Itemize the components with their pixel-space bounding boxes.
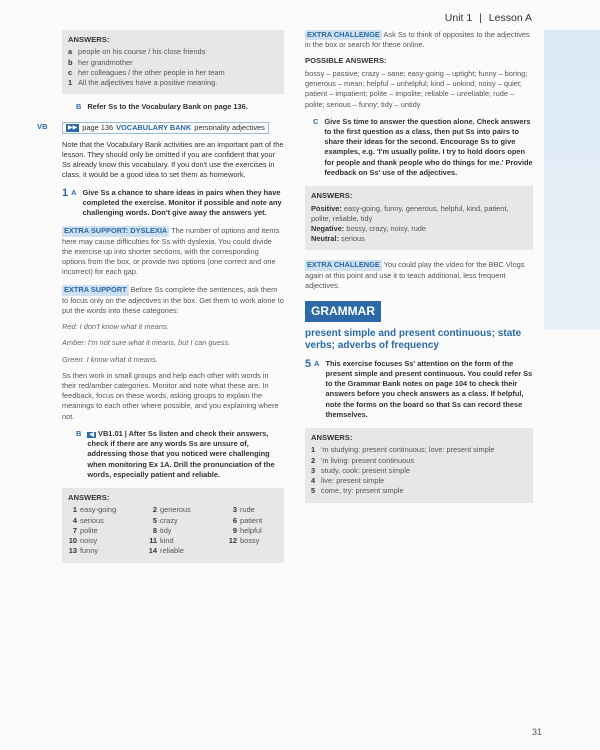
answer-text: All the adjectives have a positive meaning. — [78, 78, 218, 88]
exercise-number: 1 — [62, 186, 69, 199]
answer-key: c — [68, 67, 73, 77]
extra-support — [62, 285, 284, 316]
unit-label: Unit 1 — [444, 12, 473, 24]
answers-box-2 — [62, 488, 284, 563]
answer-text: serious — [80, 515, 104, 525]
page-number: 31 — [531, 726, 542, 737]
answer-cell — [228, 536, 288, 546]
answer-text: rude — [240, 505, 255, 515]
answer-cell — [148, 546, 228, 556]
answer-cell — [148, 526, 228, 536]
answer-line — [311, 456, 527, 466]
answer-key: 8 — [152, 525, 157, 535]
answer-text: her grandmother — [78, 57, 133, 67]
answer-key: 3 — [232, 505, 237, 515]
answer-key: 7 — [72, 525, 77, 535]
possible-answers-text: bossy – passive; crazy – sane; easy-going – uptight; funny – boring; generous – mean; helpful – unhelpful; kind – unkind; noisy – quiet; patient – impatient; polite – impolite; reliable – unreliable; rude – polite; serious – funny; tidy – untidy — [305, 68, 528, 109]
exercise-c — [305, 117, 533, 178]
answers-box-4 — [305, 428, 533, 503]
answer-row — [311, 234, 527, 244]
vocabulary-bank-ref — [37, 121, 284, 134]
exercise-b-vb — [62, 429, 284, 480]
answer-text: easy-going, funny, generous, helpful, kind, patient, polite, reliable, tidy — [311, 203, 509, 223]
audio-code: VB1.01 — [98, 428, 123, 438]
answer-cell — [228, 516, 288, 526]
answer-text: crazy — [160, 515, 178, 525]
answer-key: Negative: — [311, 224, 345, 233]
answer-text: people on his course / his close friends — [78, 47, 206, 57]
answer-text: bossy — [240, 536, 260, 546]
exercise-letter: B — [76, 428, 82, 438]
answer-line — [311, 466, 527, 476]
exercise-text: This exercise focuses Ss' attention on the form of the present simple and present continuous. You could refer Ss to the Grammar Bank notes on page 104 to check their answers before you check answers as a class. If helpful, note the forms on the board so that Ss can record these themselves. — [325, 358, 533, 419]
exercise-body: ◀ VB1.01 | After Ss listen and check their answers, check if there are any words Ss are unsure of, addressing those that you noticed were challenging when monitoring Ex 1A. Drill the pronunciation of the words, especially patient and reliable. — [87, 428, 275, 479]
answer-key: 3 — [311, 465, 316, 475]
answer-cell — [68, 536, 148, 546]
vb-box — [62, 122, 269, 134]
extra-challenge-1 — [305, 30, 533, 50]
answer-text: 'm living: present continuous — [321, 455, 415, 465]
exercise-b-refer — [62, 102, 284, 112]
vb-page: page 136 — [82, 122, 114, 132]
answer-cell — [228, 526, 288, 536]
answer-line — [68, 68, 278, 78]
answer-text: funny — [80, 546, 99, 556]
answer-text: helpful — [240, 525, 262, 535]
answer-key: Neutral: — [311, 234, 339, 244]
answer-key: 12 — [228, 536, 237, 546]
support-text: The number of options and items here may cause difficulties for Ss with dyslexia. You could divide the exercise up into shorter sections, with the corresponding options from the box, or provide two options (one correct and one incorrect) for each gap. — [62, 226, 280, 277]
vb-title: VOCABULARY BANK — [116, 122, 192, 132]
grammar-subtitle: present simple and present continuous; state verbs; adverbs of frequency — [305, 327, 522, 351]
answer-line — [68, 47, 278, 57]
answer-key: 5 — [311, 486, 316, 496]
answers-box-3 — [305, 186, 533, 250]
possible-answers-heading: POSSIBLE ANSWERS: — [305, 56, 387, 66]
extra-support-dyslexia — [62, 226, 284, 277]
lesson-label: Lesson A — [488, 12, 532, 24]
audio-icon: ◀ — [89, 431, 94, 438]
exercise-5a — [305, 359, 533, 420]
answer-key: 1 — [68, 78, 73, 88]
answer-key: 10 — [68, 536, 77, 546]
answer-text: reliable — [160, 546, 184, 556]
answer-key: 1 — [311, 445, 316, 455]
vb-topic: personality adjectives — [194, 122, 265, 132]
answer-key: 14 — [148, 546, 157, 556]
category-amber: Amber: I'm not sure what it means, but I can guess. — [62, 338, 231, 348]
right-column — [305, 30, 533, 503]
exercise-number: 5 — [305, 357, 312, 370]
answer-key: b — [68, 57, 73, 67]
support-tag: EXTRA SUPPORT — [64, 285, 127, 295]
vb-note: Note that the Vocabulary Bank activities are an important part of the lesson. They should only be omitted if you are confident that your Ss already know this vocabulary. If you don't use the exercises in class, it would be a good idea to set them as homework. — [62, 139, 284, 180]
answer-cell — [68, 546, 148, 556]
answer-cell — [148, 536, 228, 546]
answers-heading: ANSWERS: — [68, 492, 110, 502]
challenge-text: Ask Ss to think of opposites to the adjectives in the box or search for these online. — [305, 30, 530, 50]
category-green: Green: I know what it means. — [62, 354, 158, 364]
answer-cell — [68, 516, 148, 526]
answer-key: 9 — [232, 525, 237, 535]
exercise-text: After Ss listen and check their answers, check if there are any words Ss are unsure of, addressing those that you noticed were challenging when monitoring Ex 1A. Drill the pronunciation of the words, especially patient and reliable. — [87, 428, 275, 479]
answers-box-1 — [62, 30, 284, 94]
answer-row — [311, 224, 527, 234]
answer-key: Positive: — [311, 203, 342, 213]
answers-grid — [68, 505, 278, 556]
answer-text: bossy, crazy, noisy, rude — [346, 224, 427, 233]
answer-cell — [228, 505, 288, 515]
answer-text: come, try: present simple — [321, 486, 404, 496]
header-sep: | — [479, 12, 482, 24]
answer-key: 2 — [311, 455, 316, 465]
grammar-heading: GRAMMAR — [305, 301, 381, 322]
answer-text: kind — [160, 536, 174, 546]
answers-heading: ANSWERS: — [311, 432, 353, 442]
answer-key: 4 — [72, 515, 77, 525]
answer-key: 4 — [311, 476, 316, 486]
answer-line — [311, 486, 527, 496]
answer-line — [311, 476, 527, 486]
answer-cell — [68, 526, 148, 536]
answer-key: 2 — [152, 505, 157, 515]
small-groups-note: Ss then work in small groups and help each other with words in their red/amber categories. Monitor and note what these are. In feedback, focus on these words, asking groups to explain the meanings to each other where possible, and you explaining where not. — [62, 370, 279, 421]
answer-cell — [148, 505, 228, 515]
answer-text: her colleagues / the other people in her team — [78, 67, 225, 77]
answer-line — [68, 58, 278, 68]
answer-key: a — [68, 47, 73, 57]
answers-heading: ANSWERS: — [311, 191, 353, 201]
answer-text: generous — [160, 505, 191, 515]
answer-line — [311, 445, 527, 455]
answer-text: polite — [80, 525, 98, 535]
answer-text: noisy — [80, 536, 98, 546]
answer-text: study, cook: present simple — [321, 465, 411, 475]
answer-key: 13 — [68, 546, 77, 556]
extra-challenge-2 — [305, 260, 533, 291]
exercise-text: Refer Ss to the Vocabulary Bank on page 136. — [87, 102, 248, 112]
answer-text: patient — [240, 515, 263, 525]
answer-cell — [68, 505, 148, 515]
answers-heading: ANSWERS: — [68, 35, 110, 44]
exercise-1a — [62, 188, 284, 219]
left-column — [37, 30, 284, 563]
answer-key: 5 — [152, 515, 157, 525]
answer-key: 1 — [72, 505, 77, 515]
exercise-letter: B — [76, 102, 82, 112]
answer-text: live: present simple — [321, 476, 385, 486]
challenge-tag: EXTRA CHALLENGE — [307, 30, 380, 39]
challenge-text: You could play the video for the BBC Vlogs again at this point and use it to teach additional, less frequent adjectives. — [305, 260, 525, 290]
support-text: Before Ss complete the sentences, ask them to focus only on the adjectives in the box. Get them to work alone to put the words into these categories: — [62, 285, 284, 315]
vb-label: VB — [37, 121, 48, 131]
support-tag: EXTRA SUPPORT: DYSLEXIA — [64, 226, 168, 236]
challenge-tag: EXTRA CHALLENGE — [307, 260, 380, 270]
answer-text: 'm studying: present continuous; love: present simple — [321, 445, 495, 455]
answer-text: tidy — [160, 525, 172, 535]
exercise-letter: C — [313, 116, 319, 126]
exercise-text: Give Ss time to answer the question alone. Check answers to the first question as a class, then put Ss into pairs to share their ideas for the second. Encourage Ss to give examples, e.g. 'I'm usually polite. I try to hold doors open for people and thank people who do things for me.' Provide feedback on Ss' use of the adjectives. — [324, 116, 533, 177]
answer-text: easy-going — [80, 505, 117, 515]
category-red: Red: I don't know what it means. — [62, 322, 169, 332]
answer-key: 11 — [149, 536, 157, 546]
answer-key: 6 — [232, 515, 237, 525]
answer-line — [68, 78, 278, 88]
forward-icon: ▶▶ — [68, 124, 78, 131]
answer-row — [311, 204, 527, 224]
exercise-letter: A — [314, 358, 320, 368]
answer-text: serious — [341, 234, 365, 244]
exercise-text: Give Ss a chance to share ideas in pairs when they have completed the exercise. Monitor if possible and note any challenging words. Don't give away the answers yet. — [82, 187, 282, 218]
exercise-letter: A — [71, 187, 77, 197]
page-header — [445, 11, 532, 25]
side-stripe — [544, 30, 600, 330]
answer-cell — [148, 516, 228, 526]
